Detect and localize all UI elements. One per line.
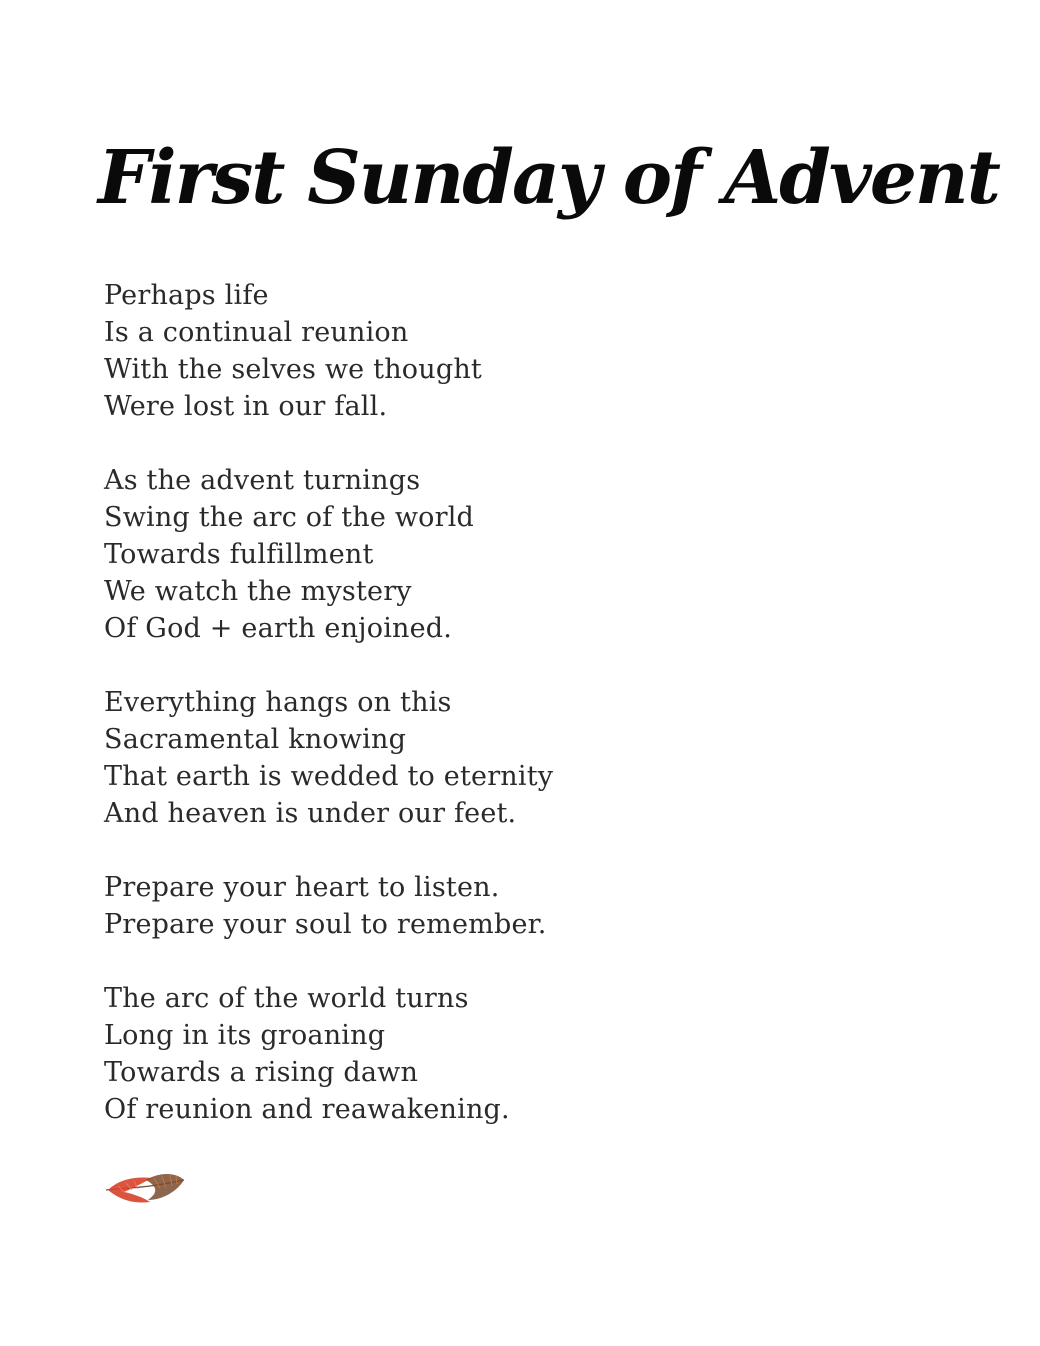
poem-line: As the advent turnings	[104, 465, 421, 496]
stanza	[104, 684, 804, 832]
poem-line: With the selves we thought	[104, 354, 482, 385]
poem-line: And heaven is under our feet.	[104, 798, 517, 829]
poem-line: Long in its groaning	[104, 1020, 386, 1051]
poem-line: Of God + earth enjoined.	[104, 613, 453, 644]
poem-line: Prepare your soul to remember.	[104, 909, 547, 940]
poem-line: Everything hangs on this	[104, 687, 452, 718]
stanza	[104, 277, 804, 425]
poem-line: Sacramental knowing	[104, 724, 407, 755]
poem-line: Is a continual reunion	[104, 317, 409, 348]
poem-line: Of reunion and reawakening.	[104, 1094, 510, 1125]
poem-line: Swing the arc of the world	[104, 502, 475, 533]
poem-line: Perhaps life	[104, 280, 269, 311]
poem-body	[104, 277, 804, 1165]
poem-line: That earth is wedded to eternity	[104, 761, 554, 792]
feather-icon	[104, 1166, 188, 1210]
page-title: First Sunday of Advent	[98, 135, 999, 221]
poem-line: Prepare your heart to listen.	[104, 872, 500, 903]
stanza	[104, 869, 804, 943]
poem-line: The arc of the world turns	[104, 983, 469, 1014]
poem-line: Towards a rising dawn	[104, 1057, 419, 1088]
poem-line: Towards fulfillment	[104, 539, 374, 570]
stanza	[104, 980, 804, 1128]
poem-line: We watch the mystery	[104, 576, 412, 607]
poem-line: Were lost in our fall.	[104, 391, 388, 422]
stanza	[104, 462, 804, 647]
